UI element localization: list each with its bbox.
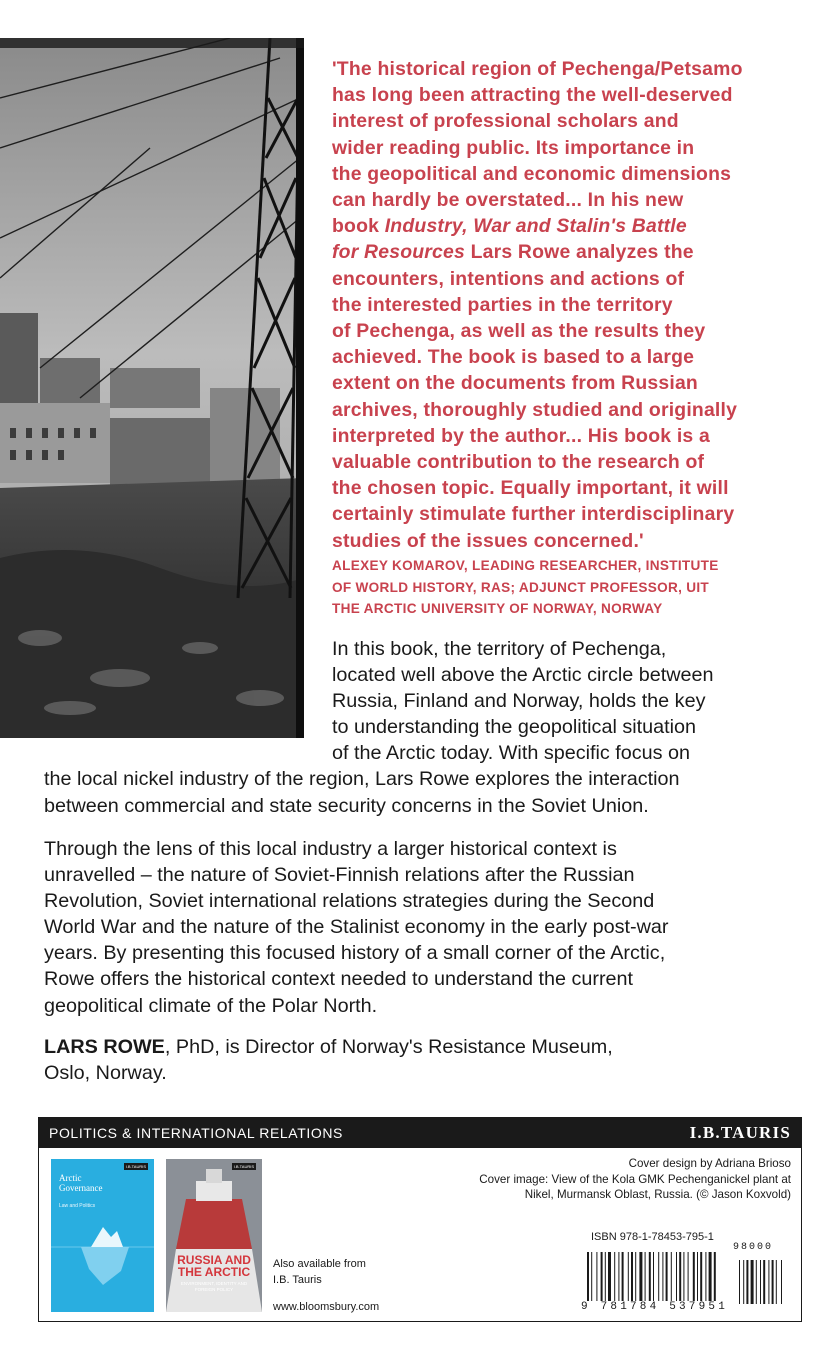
quote-text: book xyxy=(332,215,385,238)
quote-line xyxy=(332,239,802,265)
quote-text: Lars Rowe analyzes the xyxy=(465,241,694,264)
quote-line: certainly stimulate further interdisciplinary xyxy=(332,503,735,526)
barcode-price-code: 98000 xyxy=(733,1242,774,1253)
paragraph-line: to understanding the geopolitical situation xyxy=(332,716,697,739)
also-available-line: Also available from xyxy=(273,1258,366,1270)
paragraph-line: unravelled – the nature of Soviet-Finnish relations after the Russian xyxy=(44,864,635,887)
paragraph-line: geopolitical climate of the Polar North. xyxy=(44,994,378,1017)
quote-line: studies of the issues concerned.' xyxy=(332,529,644,552)
book-title-line: Arctic xyxy=(59,1173,82,1183)
isbn-number: ISBN 978-1-78453-795-1 xyxy=(591,1231,714,1243)
paragraph-line: Rowe offers the historical context needed to understand the current xyxy=(44,968,634,991)
description-paragraph-2 xyxy=(44,836,804,1019)
quote-line: the chosen topic. Equally important, it will xyxy=(332,477,729,500)
book-subtitle: ENVIRONMENT, IDENTITY AND FOREIGN POLICY xyxy=(180,1281,248,1292)
paragraph-line: of the Arctic today. With specific focus on xyxy=(332,742,691,765)
also-available-line: I.B. Tauris xyxy=(273,1274,322,1286)
quote-line: valuable contribution to the research of xyxy=(332,451,705,474)
credit-line: Cover image: View of the Kola GMK Pechenganickel plant at xyxy=(479,1172,791,1186)
quote-attribution xyxy=(332,555,812,620)
credit-line: Nikel, Murmansk Oblast, Russia. (© Jason Koxvold) xyxy=(524,1188,791,1201)
quote-line: 'The historical region of Pechenga/Petsamo xyxy=(332,58,743,80)
subject-category: POLITICS & INTERNATIONAL RELATIONS xyxy=(49,1125,343,1141)
author-bio-line: Oslo, Norway. xyxy=(44,1062,167,1085)
book-publisher-tag: I.B.TAURIS xyxy=(233,1164,254,1169)
book-publisher-tag: I.B.TAURIS xyxy=(125,1164,146,1169)
quote-line: the interested parties in the territory xyxy=(332,293,673,316)
credit-line: Cover design by Adriana Brioso xyxy=(628,1157,791,1170)
quote-line: interest of professional scholars and xyxy=(332,110,679,133)
paragraph-line: In this book, the territory of Pechenga, xyxy=(332,638,667,660)
category-band xyxy=(39,1118,801,1148)
publisher-panel xyxy=(38,1117,802,1322)
paragraph-line: Through the lens of this local industry a larger historical context is xyxy=(44,838,617,860)
barcode-bars xyxy=(587,1244,787,1304)
author-name: LARS ROWE xyxy=(44,1036,165,1058)
book-title-italic: for Resources xyxy=(332,241,465,264)
paragraph-line: the local nickel industry of the region, Lars Rowe explores the interaction xyxy=(44,768,680,791)
description-paragraph-1 xyxy=(44,636,804,819)
quote-line: has long been attracting the well-deserved xyxy=(332,84,733,107)
paragraph-line: located well above the Arctic circle between xyxy=(332,664,714,687)
quote-line: encounters, intentions and actions of xyxy=(332,267,685,290)
barcode-digits: 9 781784 537951 xyxy=(581,1301,729,1313)
quote-line: can hardly be overstated... In his new xyxy=(332,189,684,212)
paragraph-line: Revolution, Soviet international relations strategies during the Second xyxy=(44,890,655,913)
quote-line: interpreted by the author... His book is a xyxy=(332,424,710,447)
quote-line: the geopolitical and economic dimensions xyxy=(332,162,732,185)
cover-photo xyxy=(0,38,304,738)
book-title-italic: Industry, War and Stalin's Battle xyxy=(384,215,687,238)
author-bio-line xyxy=(44,1034,804,1060)
attribution-line: OF WORLD HISTORY, RAS; ADJUNCT PROFESSOR, UIT xyxy=(332,579,710,595)
author-bio-text: , PhD, is Director of Norway's Resistance Museum, xyxy=(164,1036,613,1058)
attribution-line: THE ARCTIC UNIVERSITY OF NORWAY, NORWAY xyxy=(332,601,663,616)
paragraph-line: years. By presenting this focused history of a small corner of the Arctic, xyxy=(44,942,666,965)
paragraph-line: between commercial and state security concerns in the Soviet Union. xyxy=(44,794,649,817)
book-title-line: Governance xyxy=(59,1183,103,1193)
endorsement-quote xyxy=(332,56,802,554)
attribution-line: ALEXEY KOMAROV, LEADING RESEARCHER, INSTITUTE xyxy=(332,558,719,573)
paragraph-line: World War and the nature of the Stalinist economy in the early post-war xyxy=(44,916,669,939)
quote-line: archives, thoroughly studied and originally xyxy=(332,398,738,421)
related-book-cover-1 xyxy=(51,1159,154,1312)
cover-credits xyxy=(479,1156,791,1203)
also-available xyxy=(273,1256,366,1288)
paragraph-line: Russia, Finland and Norway, holds the key xyxy=(332,690,706,713)
author-bio xyxy=(44,1034,804,1086)
quote-line: wider reading public. Its importance in xyxy=(332,136,695,159)
quote-line: of Pechenga, as well as the results they xyxy=(332,320,706,343)
book-subtitle: Law and Politics xyxy=(59,1203,96,1209)
book-title-line: RUSSIA AND xyxy=(177,1253,251,1267)
quote-line: achieved. The book is based to a large xyxy=(332,346,695,369)
book-title-line: THE ARCTIC xyxy=(177,1265,251,1279)
book-title xyxy=(172,1254,256,1278)
quote-line: extent on the documents from Russian xyxy=(332,372,698,395)
iceberg-icon xyxy=(51,1159,154,1312)
related-book-cover-2 xyxy=(166,1159,262,1312)
publisher-website-link[interactable]: www.bloomsbury.com xyxy=(273,1301,380,1313)
quote-line xyxy=(332,213,802,239)
publisher-logo: I.B.TAURIS xyxy=(689,1123,791,1142)
